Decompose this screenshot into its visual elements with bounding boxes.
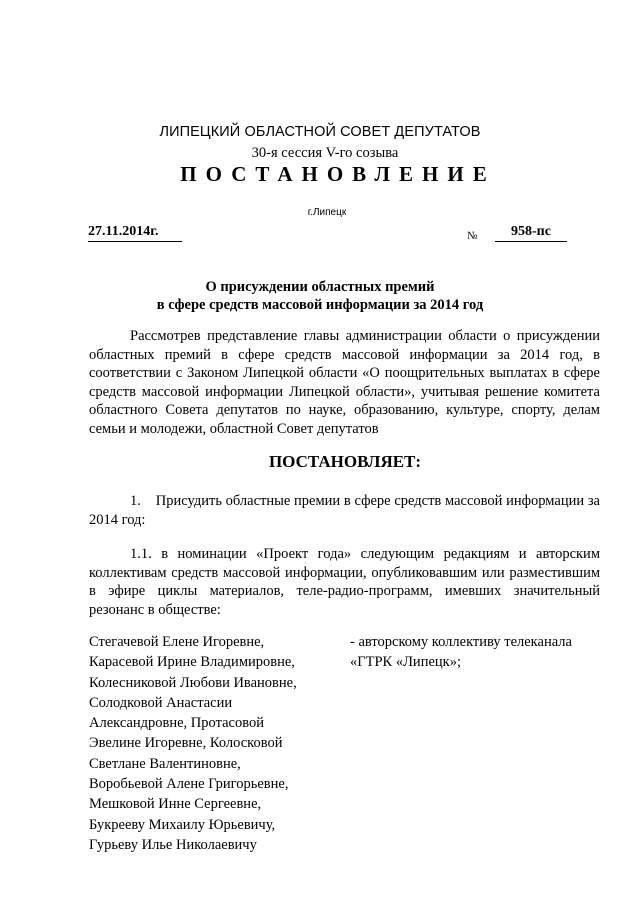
title-line: О присуждении областных премий (205, 279, 435, 295)
awardee-name-line: Букрееву Михаилу Юрьевичу, (89, 816, 276, 833)
award-recipient (350, 632, 610, 673)
city: г.Липецк (307, 207, 347, 218)
awardee-name-line: Колесниковой Любови Ивановне, (89, 674, 297, 691)
session-info: 30-я сессия V-го созыва (251, 145, 399, 161)
item-1-paragraph: 1. Присудить областные премии в сфере средств массовой информации за 2014 год: (89, 493, 604, 528)
document-type: ПОСТАНОВЛЕНИЕ (180, 162, 496, 186)
awardee-name-line: Эвелине Игоревне, Колосковой (89, 735, 283, 752)
awardee-name-line: Мешковой Инне Сергеевне, (89, 796, 262, 813)
awardee-name-line: Воробьевой Алене Григорьевне, (89, 776, 289, 793)
number-label: № (467, 230, 478, 242)
document-number: 958-пс (495, 224, 567, 242)
recipient-line: - авторскому коллективу телеканала (350, 634, 572, 650)
awardee-name-line: Стегачевой Елене Игоревне, (89, 634, 265, 650)
awardee-name-line: Карасевой Ирине Владимировне, (89, 654, 295, 671)
awardee-name-line: Гурьеву Илье Николаевичу (89, 836, 257, 853)
item-1-1-paragraph: 1.1. в номинации «Проект года» следующим редакциям и авторским коллективам средств массовой информации, опубликовавшим или разместившим в эфире циклы материалов, теле-радио-программ, имевших значительный резонанс в обществе: (89, 546, 600, 618)
awardee-names (89, 632, 339, 855)
recipient-line: «ГТРК «Липецк»; (350, 654, 461, 671)
awardee-name-line: Светлане Валентиновне, (89, 755, 241, 772)
title-line: в сфере средств массовой информации за 2014 год (156, 297, 484, 313)
document-date: 27.11.2014г. (88, 224, 182, 242)
organization-name: ЛИПЕЦКИЙ ОБЛАСТНОЙ СОВЕТ ДЕПУТАТОВ (159, 124, 481, 140)
preamble-paragraph: Рассмотрев представление главы администрации области о присуждении областных премий в сфере средств массовой информации за 2014 год, в соответствии с Законом Липецкой области «О поощрительных выплатах в сфере средств массовой информации Липецкой области», учитывая решение комитета областного Совета депутатов по науке, образованию, культуре, спорту, делам семьи и молодежи, областной Совет депутатов (89, 328, 600, 437)
resolves-heading: ПОСТАНОВЛЯЕТ: (268, 452, 422, 471)
awardee-name-line: Александровне, Протасовой (89, 715, 264, 732)
document-title (0, 278, 640, 314)
awardee-name-line: Солодковой Анастасии (89, 694, 233, 711)
